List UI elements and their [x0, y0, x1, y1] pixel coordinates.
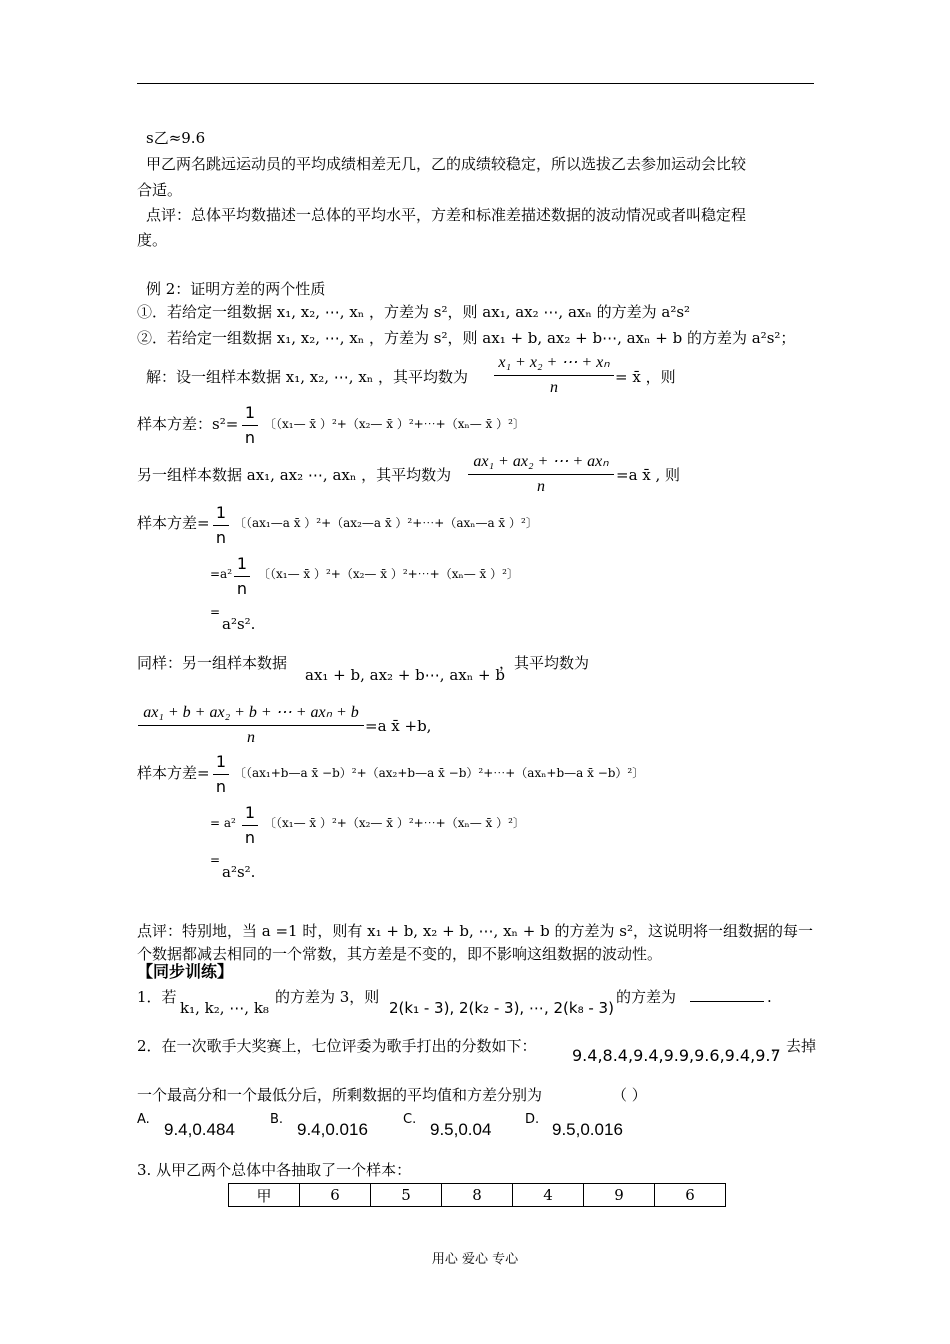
q2-suffix: ，去掉	[771, 1037, 817, 1055]
paragraph-conclusion: 甲乙两名跳远运动员的平均成绩相差无几，乙的成绩较稳定，所以选拔乙去参加运动会比较	[146, 155, 747, 173]
mean-fraction-1	[494, 353, 614, 398]
table-cell: 6	[655, 1184, 726, 1207]
variance-2-label: 样本方差=	[137, 514, 210, 532]
variance-3-step-expression: 〔（x₁— x̄ ）²+（x₂— x̄ ）²+⋯+（xₙ— x̄ ）²〕	[264, 816, 525, 830]
property-2: ②．若给定一组数据 x₁, x₂, ⋯, xₙ ，方差为 s²，则 ax₁ + b, ax₂ + b⋯, axₙ + b 的方差为 a²s²；	[137, 329, 796, 347]
property-1: ①．若给定一组数据 x₁, x₂, ⋯, xₙ ，方差为 s²，则 ax₁, ax₂ ⋯, axₙ 的方差为 a²s²	[137, 303, 691, 321]
q2-prefix: 2．在一次歌手大奖赛上，七位评委为歌手打出的分数如下：	[137, 1037, 537, 1055]
table-cell: 8	[442, 1184, 513, 1207]
fraction-denominator: n	[537, 478, 545, 495]
option-d-letter[interactable]: D.	[525, 1112, 540, 1127]
one-over-n-1	[242, 403, 258, 448]
option-b-value[interactable]: 9.4,0.016	[297, 1120, 368, 1139]
q1-transformed: 2(k₁ - 3), 2(k₂ - 3), ⋯, 2(k₈ - 3)	[389, 999, 614, 1017]
fraction-numerator: 1	[236, 554, 248, 573]
fraction-denominator: n	[244, 828, 256, 847]
fraction-numerator: 1	[215, 752, 227, 771]
variance-3-step-prefix: = a²	[210, 816, 236, 830]
q1-given: 的方差为 3，则	[275, 988, 380, 1006]
one-over-n-5	[242, 803, 258, 848]
variance-3-expression: 〔（ax₁+b—a x̄ −b）²+（ax₂+b—a x̄ −b）²+⋯+（axₙ+b—a x̄ −b）²〕	[234, 766, 645, 780]
page-footer: 用心 爱心 专心	[431, 1252, 519, 1267]
option-a-letter[interactable]: A.	[137, 1112, 150, 1127]
fraction-denominator: n	[215, 777, 227, 796]
fraction-denominator: n	[247, 729, 255, 746]
option-b-letter[interactable]: B.	[270, 1112, 284, 1127]
q1-prefix: 1．若	[137, 988, 177, 1006]
solution-intro: 解：设一组样本数据 x₁, x₂, ⋯, xₙ ，其平均数为	[146, 368, 469, 386]
one-over-n-4	[213, 752, 229, 797]
variance-1-expression: 〔（x₁— x̄ ）²+（x₂— x̄ ）²+⋯+（xₙ— x̄ ）²〕	[264, 417, 525, 431]
table-cell: 4	[513, 1184, 584, 1207]
q1-answer-blank[interactable]	[690, 987, 764, 1007]
variance-2-step-prefix: =a²	[210, 567, 233, 581]
paragraph-comment-cont: 度。	[137, 231, 168, 249]
s-yi-value: s乙≈9.6	[146, 129, 206, 147]
fraction-denominator: n	[244, 428, 256, 447]
fraction-denominator: n	[215, 528, 227, 547]
fraction-denominator: n	[236, 579, 248, 598]
paragraph-conclusion-cont: 合适。	[137, 181, 183, 199]
option-d-value[interactable]: 9.5,0.016	[552, 1120, 623, 1139]
mean-fraction-2	[468, 452, 614, 497]
section-sync-training: 【同步训练】	[137, 962, 234, 981]
q1-period: .	[767, 988, 772, 1006]
header-rule	[137, 83, 814, 84]
q2-answer-paren[interactable]: （ ）	[612, 1086, 647, 1104]
option-c-value[interactable]: 9.5,0.04	[430, 1120, 492, 1139]
table-cell: 5	[371, 1184, 442, 1207]
table-row	[229, 1184, 726, 1207]
same-mean-label: ，其平均数为	[499, 654, 590, 672]
mean-3-tail: =a x̄ +b,	[365, 717, 432, 735]
q2-scores: 9.4,8.4,9.4,9.9,9.6,9.4,9.7	[572, 1046, 781, 1065]
other-sample-intro: 另一组样本数据 ax₁, ax₂ ⋯, axₙ ，其平均数为	[137, 466, 452, 484]
table-cell: 甲	[229, 1184, 300, 1207]
q3-prefix: 3. 从甲乙两个总体中各抽取了一个样本：	[137, 1161, 412, 1179]
sample-table	[228, 1183, 726, 1207]
note-special-case-cont: 个数据都减去相同的一个常数，其方差是不变的，即不影响这组数据的波动性。	[137, 945, 663, 963]
variance-2-step-expression: 〔（x₁— x̄ ）²+（x₂— x̄ ）²+⋯+（xₙ— x̄ ）²〕	[258, 567, 519, 581]
note-special-case: 点评：特别地，当 a =1 时，则有 x₁ + b, x₂ + b, ⋯, xₙ + b 的方差为 s²，这说明将一组数据的每一	[137, 922, 813, 940]
q1-data: k₁, k₂, ⋯, k₈	[180, 999, 269, 1017]
variance-1-label: 样本方差：s²=	[137, 415, 239, 433]
fraction-numerator: ax₁ + b + ax₂ + b + ⋯ + axₙ + b	[143, 704, 359, 721]
fraction-numerator: 1	[244, 403, 256, 422]
q2-question: 一个最高分和一个最低分后，所剩数据的平均值和方差分别为	[137, 1086, 543, 1104]
variance-3-result: a²s².	[222, 863, 256, 881]
paragraph-comment: 点评：总体平均数描述一总体的平均水平，方差和标准差描述数据的波动情况或者叫稳定程	[146, 206, 747, 224]
example-2-title: 例 2：证明方差的两个性质	[146, 280, 326, 298]
variance-3-equals: =	[210, 853, 221, 867]
variance-3-label: 样本方差=	[137, 764, 210, 782]
fraction-numerator: 1	[244, 803, 256, 822]
variance-2-result: a²s².	[222, 615, 256, 633]
table-cell: 6	[300, 1184, 371, 1207]
option-c-letter[interactable]: C.	[403, 1112, 417, 1127]
same-sample-data: ax₁ + b, ax₂ + b⋯, axₙ + b	[305, 666, 505, 684]
one-over-n-3	[234, 554, 250, 599]
solution-intro-tail: = x̄ ，则	[615, 368, 676, 386]
option-a-value[interactable]: 9.4,0.484	[164, 1120, 235, 1139]
fraction-numerator: x₁ + x₂ + ⋯ + xₙ	[498, 354, 610, 371]
fraction-numerator: ax₁ + ax₂ + ⋯ + axₙ	[473, 453, 609, 470]
same-intro: 同样：另一组样本数据	[137, 654, 288, 672]
variance-2-equals: =	[210, 605, 221, 619]
other-sample-mean-tail: =a x̄ , 则	[616, 466, 681, 484]
mean-fraction-3	[138, 703, 364, 748]
fraction-denominator: n	[550, 379, 558, 396]
q1-ask: 的方差为	[616, 988, 677, 1006]
fraction-numerator: 1	[215, 503, 227, 522]
table-cell: 9	[584, 1184, 655, 1207]
one-over-n-2	[213, 503, 229, 548]
variance-2-expression: 〔（ax₁—a x̄ ）²+（ax₂—a x̄ ）²+⋯+（axₙ—a x̄ ）²〕	[234, 516, 538, 530]
